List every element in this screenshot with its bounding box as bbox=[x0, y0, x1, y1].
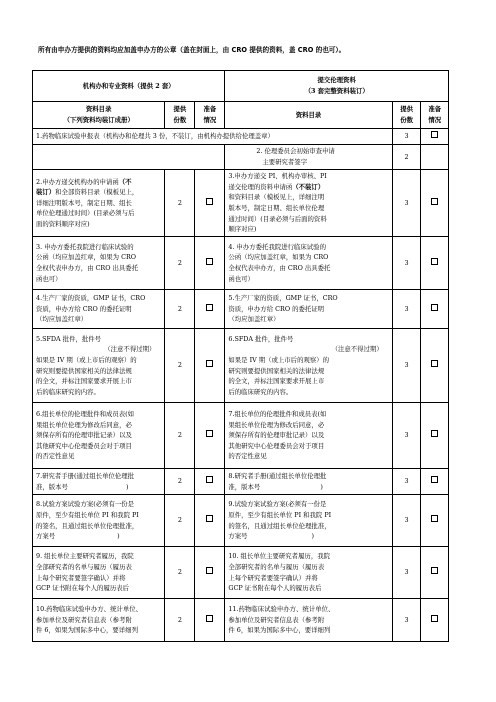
row2-right-count: 2 bbox=[392, 145, 421, 170]
row3-right-desc: 3.申办方递交 PI、机构办审核、PI 递交伦理的资料申请函（不装订） 和资料目录（模板见上，详细注明 版本号，制定日期、组长单位伦理 通过时间）(目录必须与后面的资料 顺序对应) bbox=[225, 170, 392, 237]
right-prep-header: 准备 情况 bbox=[421, 102, 449, 129]
square-box-icon[interactable] bbox=[431, 131, 438, 138]
square-box-icon[interactable] bbox=[206, 476, 213, 483]
row4-left-desc: 3. 申办方委托我院进行临床试验的 公函（均应加盖红章，如果为 CRO 全权代表申办方，由 CRO 出具委托 函也可） bbox=[33, 237, 165, 290]
square-box-icon[interactable] bbox=[206, 615, 213, 622]
row9-left-desc: 8.试验方案试验方案(必须有一份是 原件，至少有组长单位 PI 和我院 PI 的签名，且通过组长单位伦理批准， 方案号 ) bbox=[33, 495, 165, 547]
row8-left-desc: 7.研究者手册(通过组长单位伦理批 准，版本号 ) bbox=[33, 469, 165, 495]
right-list-header: 资料目录 bbox=[225, 102, 392, 129]
left-provide-header: 提供 份数 bbox=[165, 102, 195, 129]
instruction-note: 所有由申办方提供的资料均应加盖申办方的公章（盖在封面上，由 CRO 提供的资料，盖 CRO 的也可）。 bbox=[38, 46, 346, 54]
right-group-line1: 提交伦理资料 bbox=[317, 76, 356, 85]
square-box-icon[interactable] bbox=[206, 567, 213, 574]
row5-right-count: 3 bbox=[392, 290, 421, 329]
row6-left-desc: 5.SFDA 批件，批件号 （注意不得过期） 如果是 IV 期（或上市后的观察）的 研究则要提供国家相关的法律法规 的全文，并标注国家要求开展上市 后的临床研究的内容。 bbox=[33, 329, 165, 403]
row6-right-desc: 6.SFDA 批件，批件号 （注意不得过期） 如果是 IV 期（或上市后的观察）的 研究则要提供国家相关的法律法规 的全文，并标注国家要求开展上市 后的临床研究的内容。 bbox=[225, 329, 392, 403]
square-box-icon[interactable] bbox=[206, 515, 213, 522]
row9-left-count: 2 bbox=[165, 495, 195, 547]
square-box-icon[interactable] bbox=[431, 567, 438, 574]
square-box-icon[interactable] bbox=[431, 360, 438, 367]
row2-right-desc: 2. 伦理委员会初始审查申请 主要研究者签字 bbox=[225, 145, 392, 170]
square-box-icon[interactable] bbox=[431, 198, 438, 205]
row3-left-desc: 2.申办方递交机构办的申请函（不 装订）和全部资料目录（模板见上， 详细注明版本号，制定日期、组长 单位伦理通过时间）(目录必须与后 面的资料顺序对应) bbox=[33, 170, 165, 237]
row1-right-count: 3 bbox=[392, 129, 421, 145]
table-row bbox=[33, 237, 449, 290]
materials-table bbox=[32, 70, 449, 642]
right-provide-header: 提供 份数 bbox=[392, 102, 421, 129]
row5-left-desc: 4.生产厂家的资质，GMP 证书，CRO 资质，申办方给 CRO 的委托证明 （均应加盖红章） bbox=[33, 290, 165, 329]
row10-right-count: 3 bbox=[392, 547, 421, 599]
row8-left-count: 2 bbox=[165, 469, 195, 495]
table-row bbox=[33, 170, 449, 237]
right-group-line2: （3 套完整资料装订） bbox=[304, 87, 369, 95]
square-box-icon[interactable] bbox=[431, 304, 438, 311]
row3-right-count: 3 bbox=[392, 170, 421, 237]
square-box-icon[interactable] bbox=[431, 476, 438, 483]
row11-right-desc: 11.药物临床试验申办方、统计单位、 参加单位及研究者信息表（参考附 件 6，如果为国际多中心，要详细列 bbox=[225, 599, 392, 642]
square-box-icon[interactable] bbox=[431, 258, 438, 265]
row8-right-count: 3 bbox=[392, 469, 421, 495]
right-group-header bbox=[225, 71, 449, 102]
table-row bbox=[33, 547, 449, 599]
row7-left-count: 2 bbox=[165, 403, 195, 469]
table-header-group-row bbox=[33, 71, 449, 102]
row9-right-count: 3 bbox=[392, 495, 421, 547]
square-box-icon[interactable] bbox=[206, 198, 213, 205]
row4-left-count: 2 bbox=[165, 237, 195, 290]
row1-right-check[interactable] bbox=[421, 129, 449, 145]
square-box-icon[interactable] bbox=[431, 430, 438, 437]
row11-right-count: 3 bbox=[392, 599, 421, 642]
row7-right-count: 3 bbox=[392, 403, 421, 469]
left-list-header: 资料目录 （下列资料均装订成册） bbox=[33, 102, 165, 129]
row6-left-count: 2 bbox=[165, 329, 195, 403]
table-row bbox=[33, 403, 449, 469]
row5-right-desc: 5.生产厂家的资质，GMP 证书，CRO 资质，申办方给 CRO 的委托证明 （均应加盖红章） bbox=[225, 290, 392, 329]
square-box-icon[interactable] bbox=[431, 515, 438, 522]
table-row bbox=[33, 495, 449, 547]
square-box-icon[interactable] bbox=[206, 430, 213, 437]
row10-right-desc: 10. 组长单位主要研究者履历，我院 全部研究者的名单与履历（履历表 上每个研究者要签字确认）并将 GCP 证书附在每个人的履历表后 bbox=[225, 547, 392, 599]
row9-right-desc: 9.试验方案试验方案(必须有一份是 原件，至少有组长单位 PI 和我院 PI 的签名，且通过组长单位伦理批准， 方案号 ) bbox=[225, 495, 392, 547]
square-box-icon[interactable] bbox=[431, 615, 438, 622]
row10-left-desc: 9. 组长单位主要研究者履历，我院 全部研究者的名单与履历（履历表 上每个研究者要签字确认）并将 GCP 证书附在每个人的履历表后 bbox=[33, 547, 165, 599]
row7-right-desc: 7.组长单位的伦理批件和成员表(如 果组长单位伦理为修改后同意，必 须保存所有的伦理审批记录）以及 其他研究中心伦理委员会对于项目 的否定性意见 bbox=[225, 403, 392, 469]
table-header-row bbox=[33, 102, 449, 129]
row5-left-count: 2 bbox=[165, 290, 195, 329]
left-group-header: 机构办和专业资料（提供 2 套） bbox=[33, 71, 225, 102]
table-row bbox=[33, 145, 449, 170]
table-row bbox=[33, 599, 449, 642]
square-box-icon[interactable] bbox=[206, 258, 213, 265]
row10-left-count: 2 bbox=[165, 547, 195, 599]
row1-desc: 1.药物临床试验申报表（机构办和伦理共 3 份，不装订，由机构办提供给伦理盖章） bbox=[33, 129, 393, 145]
table-row bbox=[33, 329, 449, 403]
row8-right-desc: 8.研究者手册(通过组长单位伦理批 准，版本号 ) bbox=[225, 469, 392, 495]
row4-right-count: 3 bbox=[392, 237, 421, 290]
table-row bbox=[33, 290, 449, 329]
row6-right-count: 3 bbox=[392, 329, 421, 403]
table-row bbox=[33, 469, 449, 495]
row11-left-desc: 10.药物临床试验申办方、统计单位、 参加单位及研究者信息表（参考附 件 6，如果为国际多中心，要详细列 bbox=[33, 599, 165, 642]
row4-right-desc: 4. 申办方委托我院进行临床试验的 公函（均应加盖红章，如果为 CRO 全权代表申办方，由 CRO 出具委托 函也可） bbox=[225, 237, 392, 290]
row11-left-count: 2 bbox=[165, 599, 195, 642]
square-box-icon[interactable] bbox=[206, 304, 213, 311]
row7-left-desc: 6.组长单位的伦理批件和成员表(如 果组长单位伦理为修改后同意，必 须保存所有的伦理审批记录）以及 其他研究中心伦理委员会对于项目 的否定性意见 bbox=[33, 403, 165, 469]
square-box-icon[interactable] bbox=[206, 360, 213, 367]
left-prep-header: 准备 情况 bbox=[195, 102, 225, 129]
row3-left-count: 2 bbox=[165, 170, 195, 237]
table-row bbox=[33, 129, 449, 145]
